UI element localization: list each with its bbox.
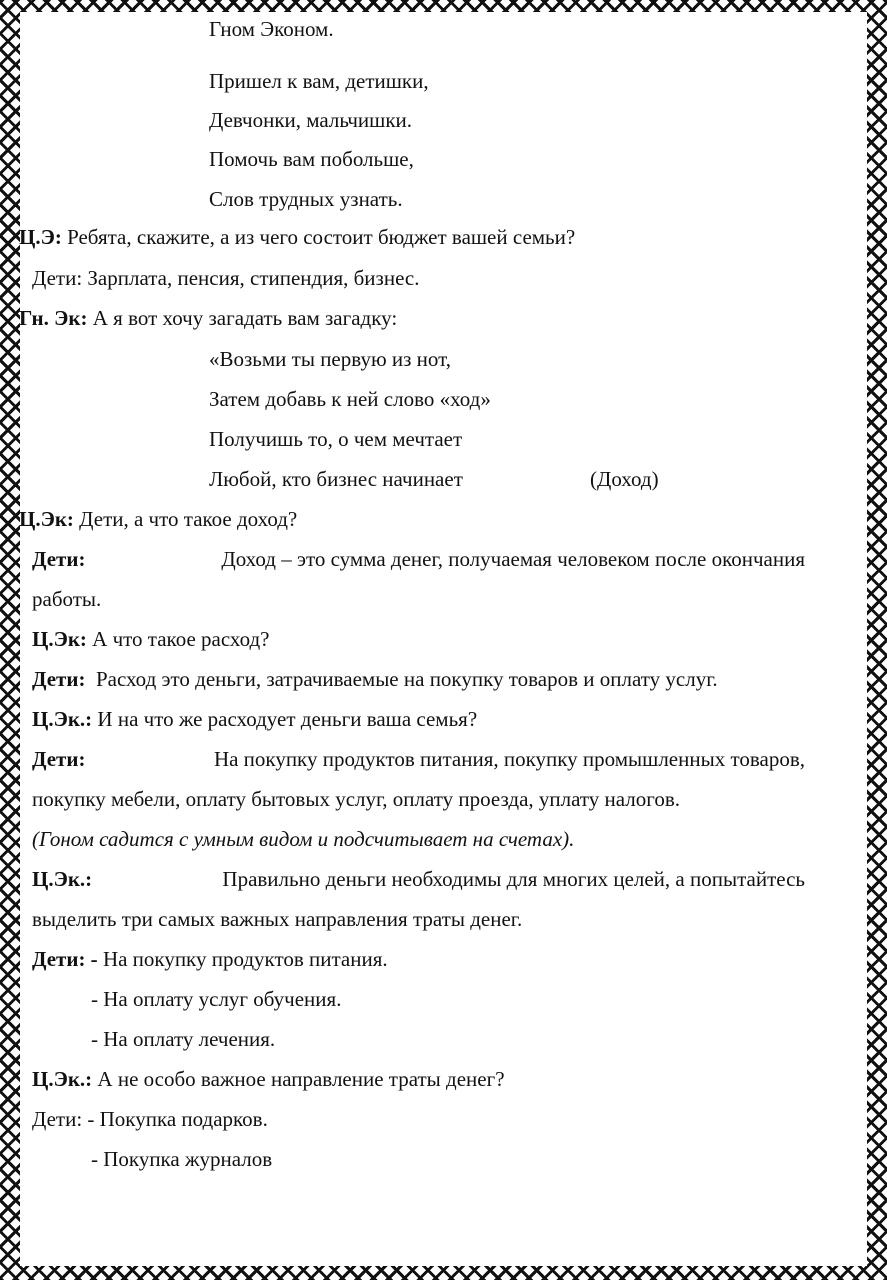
poem-line: Гном Эконом. xyxy=(209,17,334,41)
dialogue-line xyxy=(32,946,388,972)
poem-line: Девчонки, мальчишки. xyxy=(209,108,413,132)
speaker-label: Гн. Эк: xyxy=(19,306,88,330)
riddle-answer: (Доход) xyxy=(590,467,659,491)
dialogue-text: Правильно деньги необходимы для многих целей, а попытайтесь xyxy=(222,867,805,891)
list-item: - Покупка журналов xyxy=(91,1147,273,1171)
riddle-line: Затем добавь к ней слово «ход» xyxy=(209,387,491,411)
speaker-label: Ц.Э: xyxy=(19,225,62,249)
dialogue-line xyxy=(32,666,718,692)
poem-line: Помочь вам побольше, xyxy=(209,147,414,171)
dialogue-line xyxy=(32,746,805,772)
list-item: Дети: - Покупка подарков. xyxy=(32,1107,268,1131)
riddle-line: Получишь то, о чем мечтает xyxy=(209,427,463,451)
riddle-line: Любой, кто бизнес начинает xyxy=(209,467,463,491)
speaker-label: Дети: xyxy=(32,747,86,771)
dialogue-text: И на что же расходует деньги ваша семья? xyxy=(97,707,478,731)
dialogue-line xyxy=(19,305,397,331)
speaker-label: Дети: xyxy=(32,547,86,571)
speaker-label: Ц.Эк.: xyxy=(32,707,93,731)
dialogue-line xyxy=(32,626,269,652)
dialogue-text: А я вот хочу загадать вам загадку: xyxy=(92,306,398,330)
list-item: - На оплату услуг обучения. xyxy=(91,987,342,1011)
speaker-label: Дети: xyxy=(32,667,86,691)
dialogue-line xyxy=(32,1066,505,1092)
poem-line: Пришел к вам, детишки, xyxy=(209,69,429,93)
dialogue-line xyxy=(19,506,297,532)
dialogue-line: Дети: Зарплата, пенсия, стипендия, бизнес. xyxy=(32,266,420,290)
speaker-label: Ц.Эк: xyxy=(19,507,74,531)
speaker-label: Дети: - xyxy=(32,947,98,971)
document-page xyxy=(20,12,867,1266)
dialogue-line xyxy=(32,866,805,892)
poem-line: Слов трудных узнать. xyxy=(209,187,403,211)
list-item: На покупку продуктов питания. xyxy=(102,947,388,971)
dialogue-text: Дети, а что такое доход? xyxy=(79,507,298,531)
speaker-label: Ц.Эк: xyxy=(32,627,87,651)
dialogue-text: Ребята, скажите, а из чего состоит бюджет вашей семьи? xyxy=(67,225,576,249)
speaker-label: Ц.Эк.: xyxy=(32,1067,93,1091)
dialogue-line xyxy=(32,546,805,572)
dialogue-text: работы. xyxy=(32,587,102,611)
dialogue-text: Доход – это сумма денег, получаемая человеком после окончания xyxy=(221,547,805,571)
riddle-line: «Возьми ты первую из нот, xyxy=(209,347,451,371)
dialogue-text: покупку мебели, оплату бытовых услуг, оплату проезда, уплату налогов. xyxy=(32,787,681,811)
dialogue-text: Расход это деньги, затрачиваемые на покупку товаров и оплату услуг. xyxy=(95,667,718,691)
stage-direction: (Гоном садится с умным видом и подсчитывает на счетах). xyxy=(32,827,575,851)
dialogue-text: выделить три самых важных направления траты денег. xyxy=(32,907,523,931)
speaker-label: Ц.Эк.: xyxy=(32,867,93,891)
dialogue-line xyxy=(19,224,575,250)
dialogue-line xyxy=(32,706,477,732)
dialogue-text: А не особо важное направление траты денег? xyxy=(97,1067,505,1091)
list-item: - На оплату лечения. xyxy=(91,1027,276,1051)
dialogue-text: На покупку продуктов питания, покупку промышленных товаров, xyxy=(213,747,805,771)
dialogue-text: А что такое расход? xyxy=(92,627,270,651)
